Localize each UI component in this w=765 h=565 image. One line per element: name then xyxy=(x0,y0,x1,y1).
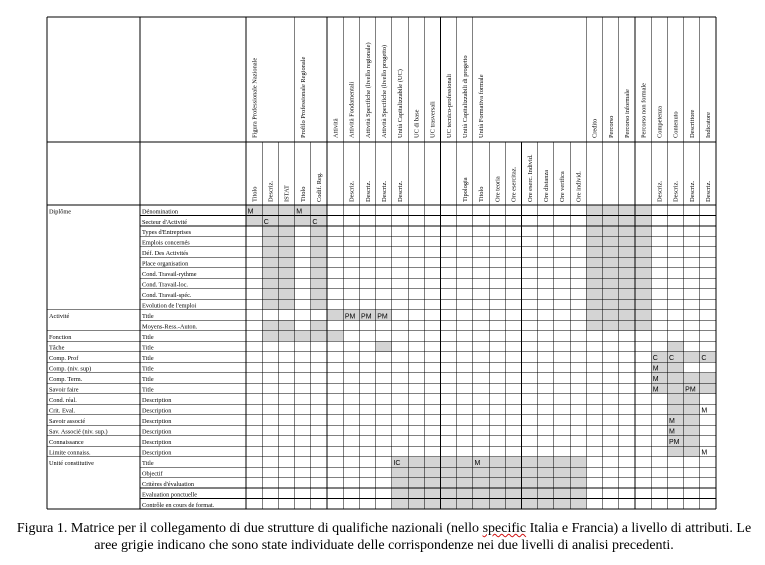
row-attribute-label: Description xyxy=(142,438,172,446)
row-group-label: Comp. Prof xyxy=(49,355,79,363)
shaded-cell xyxy=(554,499,570,509)
shaded-cell xyxy=(392,488,408,498)
shaded-cell xyxy=(278,331,294,341)
shaded-cell xyxy=(635,205,651,215)
shaded-cell xyxy=(586,310,602,320)
shaded-cell xyxy=(570,457,586,467)
shaded-cell xyxy=(278,215,294,225)
row-group-label: Unité constitutive xyxy=(49,459,94,467)
shaded-cell xyxy=(311,247,327,257)
figure-caption xyxy=(8,520,760,554)
shaded-cell xyxy=(489,467,505,477)
shaded-cell xyxy=(570,467,586,477)
shaded-cell xyxy=(489,457,505,467)
shaded-cell xyxy=(408,499,424,509)
shaded-cell xyxy=(278,247,294,257)
shaded-cell xyxy=(603,226,619,236)
shaded-cell xyxy=(684,352,700,362)
shaded-cell xyxy=(473,467,489,477)
shaded-cell xyxy=(538,499,554,509)
shaded-cell xyxy=(603,257,619,267)
cell-marker: M xyxy=(652,386,659,394)
shaded-cell xyxy=(408,457,424,467)
shaded-cell xyxy=(440,488,456,498)
shaded-cell xyxy=(392,467,408,477)
shaded-cell xyxy=(619,247,635,257)
shaded-cell xyxy=(603,320,619,330)
row-group-label: Diplôme xyxy=(49,208,72,216)
shaded-cell xyxy=(440,478,456,488)
shaded-cell xyxy=(554,478,570,488)
shaded-cell xyxy=(408,488,424,498)
shaded-cell xyxy=(619,268,635,278)
column-group-header: Attività xyxy=(332,118,340,138)
shaded-cell xyxy=(635,236,651,246)
cell-marker: C xyxy=(668,355,675,363)
cell-marker: M xyxy=(668,418,675,426)
row-attribute-label: Secteur d'Activité xyxy=(142,218,188,226)
column-sub-header: Descriz. xyxy=(364,180,372,202)
row-attribute-label: Description xyxy=(142,449,172,457)
row-group-label: Crit. Eval. xyxy=(49,407,76,415)
shaded-cell xyxy=(635,226,651,236)
shaded-cell xyxy=(586,215,602,225)
shaded-cell xyxy=(522,499,538,509)
shaded-cell xyxy=(278,320,294,330)
shaded-cell xyxy=(262,226,278,236)
column-group-header: Unità Capitalizzabili di progetto xyxy=(461,55,469,138)
row-attribute-label: Objectif xyxy=(142,470,163,478)
shaded-cell xyxy=(311,257,327,267)
cell-marker: PM xyxy=(344,313,356,321)
row-attribute-label: Title xyxy=(142,376,154,384)
column-sub-header: Ore verifica xyxy=(559,171,567,202)
shaded-cell xyxy=(635,257,651,267)
column-group-header: Attività Specifiche (livello regionale) xyxy=(364,42,372,138)
column-sub-header: Descriz. xyxy=(672,180,680,202)
column-group-header: Attività Fondamentali xyxy=(348,81,356,138)
row-attribute-label: Moyens-Ress.-Auton. xyxy=(142,323,198,331)
shaded-cell xyxy=(522,467,538,477)
column-sub-header: Ore individ. xyxy=(575,171,583,202)
row-attribute-label: Critères d'évaluation xyxy=(142,480,195,488)
shaded-cell xyxy=(684,436,700,446)
row-group-label: Sav. Associé (niv. sup.) xyxy=(49,428,108,436)
shaded-cell xyxy=(684,404,700,414)
column-sub-header: Descriz. xyxy=(267,180,275,202)
column-group-header: UC trasversali xyxy=(429,101,437,138)
shaded-cell xyxy=(619,257,635,267)
shaded-cell xyxy=(586,247,602,257)
column-sub-header: ISTAT xyxy=(283,185,291,202)
shaded-cell xyxy=(586,268,602,278)
shaded-cell xyxy=(262,247,278,257)
cell-marker: M xyxy=(652,365,659,373)
column-sub-header: Descriz. xyxy=(348,180,356,202)
shaded-cell xyxy=(278,226,294,236)
shaded-cell xyxy=(570,499,586,509)
row-attribute-label: Description xyxy=(142,396,172,404)
shaded-cell xyxy=(538,488,554,498)
shaded-cell xyxy=(262,299,278,309)
shaded-cell xyxy=(619,289,635,299)
shaded-cell xyxy=(311,205,327,215)
row-attribute-label: Title xyxy=(142,355,154,363)
shaded-cell xyxy=(700,383,716,393)
row-attribute-label: Title xyxy=(142,365,154,373)
caption-tail: Italia e Francia) a livello di attributi. Le aree grigie indicano che sono state individuate delle corrispondenze nei due livelli di analisi precedenti. xyxy=(94,521,752,553)
row-attribute-label: Cond. Travail-rythme xyxy=(142,271,197,279)
shaded-cell xyxy=(505,488,521,498)
shaded-cell xyxy=(457,467,473,477)
shaded-cell xyxy=(311,289,327,299)
shaded-cell xyxy=(311,299,327,309)
cell-marker: C xyxy=(263,218,269,226)
shaded-cell xyxy=(278,289,294,299)
shaded-cell xyxy=(408,478,424,488)
row-attribute-label: Cond. Travail-spéc. xyxy=(142,292,192,300)
shaded-cell xyxy=(262,331,278,341)
shaded-cell xyxy=(586,289,602,299)
shaded-cell xyxy=(311,331,327,341)
caption-lead: Figura 1. Matrice per il collegamento di due strutture di qualifiche nazionali (nello xyxy=(16,521,483,536)
column-sub-header: Titolo xyxy=(478,186,486,202)
shaded-cell xyxy=(489,499,505,509)
column-group-header: UC di base xyxy=(413,109,421,138)
row-attribute-label: Evolution de l'emploi xyxy=(142,302,197,310)
shaded-cell xyxy=(619,278,635,288)
shaded-cell xyxy=(700,373,716,383)
shaded-cell xyxy=(603,215,619,225)
shaded-cell xyxy=(684,446,700,456)
row-attribute-label: Title xyxy=(142,386,154,394)
shaded-cell xyxy=(522,478,538,488)
shaded-cell xyxy=(489,478,505,488)
row-group-label: Tâche xyxy=(49,344,65,352)
shaded-cell xyxy=(635,215,651,225)
shaded-cell xyxy=(311,320,327,330)
shaded-cell xyxy=(457,457,473,467)
shaded-cell xyxy=(505,467,521,477)
column-sub-header: Ore distanza xyxy=(543,169,551,202)
cell-marker: IC xyxy=(393,460,401,468)
row-group-label: Limite connaiss. xyxy=(49,449,91,457)
shaded-cell xyxy=(522,488,538,498)
shaded-cell xyxy=(327,331,343,341)
row-group-label: Savoir faire xyxy=(49,386,79,394)
shaded-cell xyxy=(635,289,651,299)
shaded-cell xyxy=(635,299,651,309)
shaded-cell xyxy=(603,205,619,215)
shaded-cell xyxy=(505,478,521,488)
column-sub-header: Tipologia xyxy=(461,177,469,202)
shaded-cell xyxy=(538,478,554,488)
shaded-cell xyxy=(440,499,456,509)
row-group-label: Fonction xyxy=(49,334,72,342)
shaded-cell xyxy=(278,257,294,267)
column-sub-header: Titolo xyxy=(299,186,307,202)
shaded-cell xyxy=(619,320,635,330)
shaded-cell xyxy=(586,320,602,330)
shaded-cell xyxy=(554,488,570,498)
shaded-cell xyxy=(278,236,294,246)
column-sub-header: Codif. Reg. xyxy=(316,172,324,202)
shaded-cell xyxy=(457,478,473,488)
row-attribute-label: Title xyxy=(142,313,154,321)
shaded-cell xyxy=(635,268,651,278)
cell-marker: PM xyxy=(377,313,388,321)
column-group-header: Credito xyxy=(591,118,599,138)
column-group-header: Percorso xyxy=(607,115,615,138)
shaded-cell xyxy=(667,383,683,393)
shaded-cell xyxy=(392,478,408,488)
row-group-label: Comp. Term. xyxy=(49,376,83,384)
shaded-cell xyxy=(619,226,635,236)
shaded-cell xyxy=(522,457,538,467)
shaded-cell xyxy=(586,299,602,309)
shaded-cell xyxy=(278,299,294,309)
row-attribute-label: Déf. Des Activités xyxy=(142,250,189,258)
shaded-cell xyxy=(376,341,392,351)
shaded-cell xyxy=(424,499,440,509)
column-group-header: Percorso non formale xyxy=(640,82,648,138)
shaded-cell xyxy=(586,226,602,236)
shaded-cell xyxy=(489,488,505,498)
shaded-cell xyxy=(684,373,700,383)
shaded-cell xyxy=(603,268,619,278)
cell-marker: M xyxy=(652,376,659,384)
shaded-cell xyxy=(586,278,602,288)
shaded-cell xyxy=(473,499,489,509)
shaded-cell xyxy=(667,362,683,372)
cell-marker: C xyxy=(312,218,318,226)
shaded-cell xyxy=(603,299,619,309)
shaded-cell xyxy=(311,226,327,236)
shaded-cell xyxy=(278,205,294,215)
shaded-cell xyxy=(246,215,262,225)
row-attribute-label: Dénomination xyxy=(142,208,179,216)
column-group-header: Contenuto xyxy=(672,111,680,138)
column-group-header: Descrittore xyxy=(688,109,696,138)
cell-marker: PM xyxy=(685,386,696,394)
shaded-cell xyxy=(570,488,586,498)
row-group-label: Cond. réal. xyxy=(49,396,77,404)
shaded-cell xyxy=(554,457,570,467)
shaded-cell xyxy=(635,320,651,330)
shaded-cell xyxy=(538,457,554,467)
shaded-cell xyxy=(262,320,278,330)
column-sub-header: Ore esercitaz. xyxy=(510,166,518,202)
shaded-cell xyxy=(603,289,619,299)
row-attribute-label: Cond. Travail-loc. xyxy=(142,281,189,289)
row-attribute-label: Description xyxy=(142,407,172,415)
shaded-cell xyxy=(262,268,278,278)
shaded-cell xyxy=(538,467,554,477)
cell-marker: C xyxy=(701,355,707,363)
row-group-label: Connaissance xyxy=(49,438,84,446)
cell-marker: M xyxy=(701,407,708,415)
column-group-header: Percorso informale xyxy=(624,89,632,138)
row-group-label: Comp. (niv. sup) xyxy=(49,365,92,373)
shaded-cell xyxy=(619,205,635,215)
column-sub-header: Descriz. xyxy=(656,180,664,202)
shaded-cell xyxy=(327,310,343,320)
row-attribute-label: Contrôle en cours de format. xyxy=(142,501,215,509)
shaded-cell xyxy=(603,236,619,246)
cell-marker: PM xyxy=(668,439,680,447)
row-attribute-label: Title xyxy=(142,344,154,352)
shaded-cell xyxy=(603,247,619,257)
shaded-cell xyxy=(262,289,278,299)
cell-marker: M xyxy=(701,449,708,457)
shaded-cell xyxy=(473,488,489,498)
shaded-cell xyxy=(635,247,651,257)
column-sub-header: Descriz. xyxy=(380,180,388,202)
row-attribute-label: Emplois concernés xyxy=(142,239,190,247)
row-attribute-label: Title xyxy=(142,459,154,467)
row-attribute-label: Description xyxy=(142,428,172,436)
shaded-cell xyxy=(408,467,424,477)
column-sub-header: Ore teoria xyxy=(494,176,502,202)
shaded-cell xyxy=(635,310,651,320)
shaded-cell xyxy=(586,205,602,215)
shaded-cell xyxy=(684,425,700,435)
cell-marker: M xyxy=(668,428,675,436)
shaded-cell xyxy=(667,394,683,404)
column-group-header: UC tecnico-professionali xyxy=(445,73,453,138)
column-group-header: Unità Capitalizzabile (UC) xyxy=(397,69,405,138)
shaded-cell xyxy=(440,457,456,467)
shaded-cell xyxy=(635,278,651,288)
column-group-header: Profilo Professionale Regionale xyxy=(299,56,307,138)
column-sub-header: Descriz. xyxy=(705,180,713,202)
shaded-cell xyxy=(570,478,586,488)
row-attribute-label: Description xyxy=(142,417,172,425)
shaded-cell xyxy=(262,257,278,267)
shaded-cell xyxy=(603,278,619,288)
cell-marker: M xyxy=(247,208,254,216)
column-group-header: Unità Formativa formale xyxy=(478,74,486,138)
shaded-cell xyxy=(667,341,683,351)
column-group-header: Indicatore xyxy=(705,112,713,138)
row-attribute-label: Place organisation xyxy=(142,260,189,268)
shaded-cell xyxy=(311,236,327,246)
row-attribute-label: Types d'Entreprises xyxy=(142,229,192,237)
shaded-cell xyxy=(440,467,456,477)
shaded-cell xyxy=(554,467,570,477)
shaded-cell xyxy=(457,488,473,498)
column-sub-header: Titolo xyxy=(251,186,259,202)
shaded-cell xyxy=(262,236,278,246)
shaded-cell xyxy=(684,394,700,404)
shaded-cell xyxy=(424,478,440,488)
shaded-cell xyxy=(311,268,327,278)
shaded-cell xyxy=(424,457,440,467)
shaded-cell xyxy=(457,499,473,509)
cell-marker: M xyxy=(474,460,481,468)
shaded-cell xyxy=(505,499,521,509)
shaded-cell xyxy=(262,205,278,215)
shaded-cell xyxy=(505,457,521,467)
column-group-header: Attività Specifiche (livello progetto) xyxy=(380,44,388,138)
shaded-cell xyxy=(278,278,294,288)
column-group-header: Competenza xyxy=(656,106,664,138)
shaded-cell xyxy=(586,257,602,267)
row-group-label: Savoir associé xyxy=(49,417,86,425)
shaded-areas xyxy=(246,205,716,509)
cell-marker: M xyxy=(296,208,303,216)
cell-marker: PM xyxy=(361,313,372,321)
shaded-cell xyxy=(667,404,683,414)
column-sub-header: Descriz. xyxy=(397,180,405,202)
caption-spellcheck-word: specific xyxy=(482,521,527,536)
shaded-cell xyxy=(424,467,440,477)
shaded-cell xyxy=(667,373,683,383)
shaded-cell xyxy=(295,215,311,225)
shaded-cell xyxy=(295,331,311,341)
shaded-cell xyxy=(278,268,294,278)
shaded-cell xyxy=(473,478,489,488)
cell-marker: C xyxy=(652,355,658,363)
column-sub-header: Ore eserc. Individ. xyxy=(526,154,534,202)
column-group-header: Figura Professionale Nazionale xyxy=(251,57,259,138)
column-sub-header: Descriz. xyxy=(688,180,696,202)
shaded-cell xyxy=(667,446,683,456)
shaded-cell xyxy=(586,236,602,246)
shaded-cell xyxy=(619,310,635,320)
shaded-cell xyxy=(262,278,278,288)
shaded-cell xyxy=(392,499,408,509)
shaded-cell xyxy=(424,488,440,498)
shaded-cell xyxy=(311,278,327,288)
row-attribute-label: Title xyxy=(142,334,154,342)
shaded-cell xyxy=(619,236,635,246)
row-attribute-label: Evaluation ponctuelle xyxy=(142,491,198,499)
shaded-cell xyxy=(619,299,635,309)
row-group-label: Activité xyxy=(49,313,70,321)
shaded-cell xyxy=(619,215,635,225)
shaded-cell xyxy=(603,310,619,320)
shaded-cell xyxy=(684,415,700,425)
